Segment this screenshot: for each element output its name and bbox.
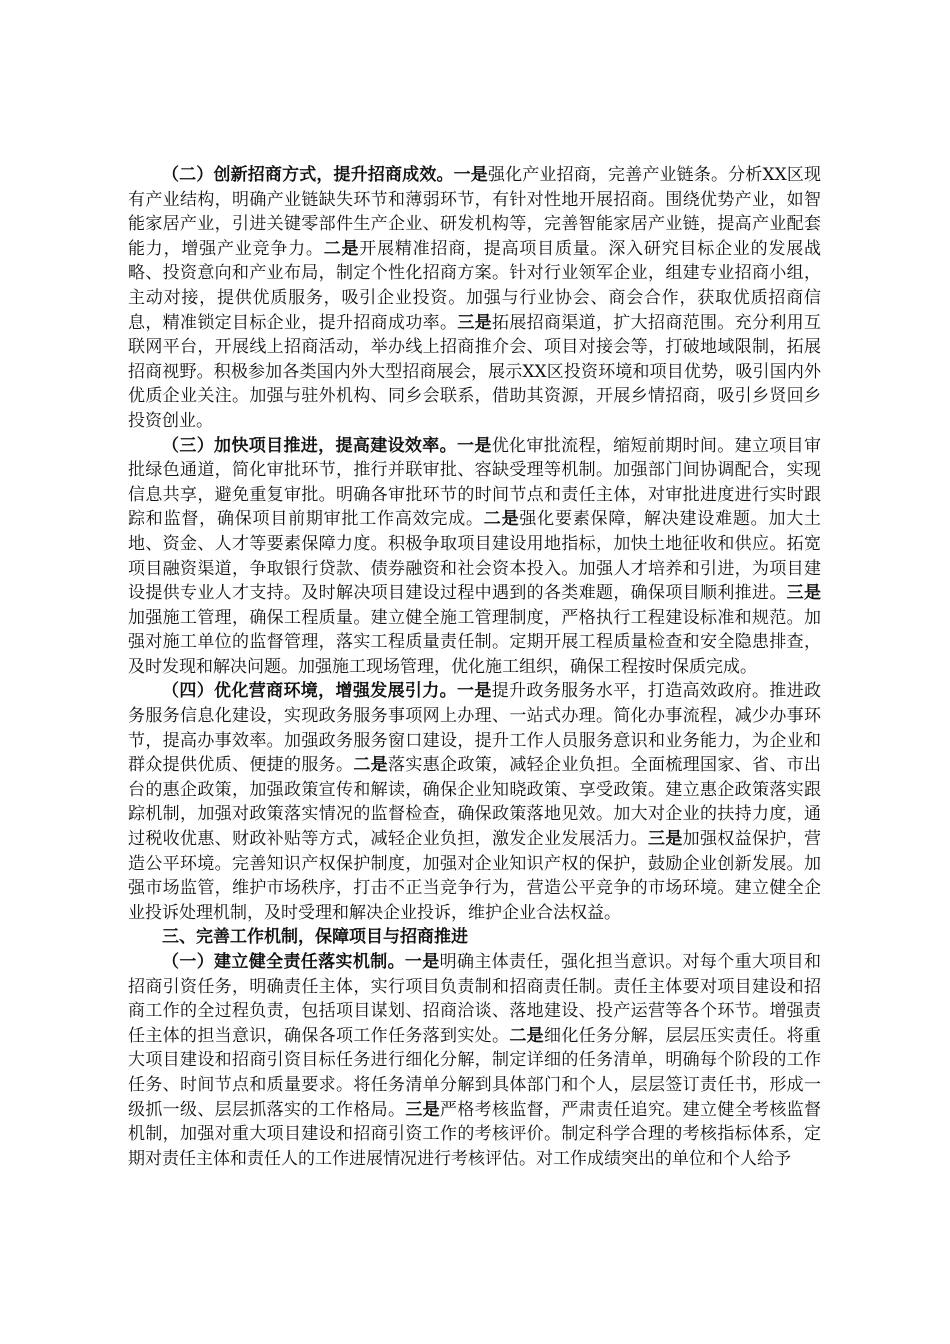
- bold-text-run: 三是: [648, 829, 683, 850]
- bold-text-run: 一是: [404, 952, 440, 972]
- text-run: 加强权益保护，营造公平环境。完善知识产权保护制度，加强对企业知识产权的保护，鼓励企业创新发展。加强市场监管，维护市场秩序，打击不正当竞争行为，营造公平竞争的市场环境。建立健全企业投诉处理机制，及时受理和解决企业投诉，维护企业合法权益。: [128, 829, 822, 923]
- bold-text-run: （二）创新招商方式，提升招商成效。: [162, 165, 454, 185]
- body-paragraph: [128, 163, 821, 434]
- text-run: 细化任务分解，层层压实责任。将重大项目建设和招商引资目标任务进行细化分解，制定详细的任务清单，明确每个阶段的工作任务、时间节点和质量要求。将任务清单分解到具体部门和个人，层层签订责任书，形成一级抓一级、层层抓落实的工作格局。: [128, 1025, 822, 1120]
- body-paragraph: [128, 950, 821, 1171]
- bold-text-run: （三）加快项目推进，提高建设效率。: [162, 435, 457, 456]
- text-run: 开展精准招商，提高项目质量。深入研究目标企业的发展战略、投资意向和产业布局，制定个性化招商方案。针对行业领军企业，组建专业招商小组，主动对接，提供优质服务，吸引企业投资。加强与行业协会、商会合作，获取优质招商信息，精准锁定目标企业，提升招商成功率。: [128, 238, 822, 333]
- bold-text-run: 二是: [323, 238, 360, 259]
- text-run: 明确主体责任，强化担当意识。对每个重大项目和招商引资任务，明确责任主体，实行项目负责制和招商责任制。责任主体要对项目建设和招商工作的全过程负责，包括项目谋划、招商洽谈、落地建设、投产运营等各个环节。增强责任主体的担当意识，确保各项工作任务落到实处。: [128, 952, 822, 1046]
- section-heading: [128, 925, 821, 950]
- bold-text-run: 二是: [509, 1025, 545, 1046]
- bold-text-run: （一）建立健全责任落实机制。: [162, 952, 405, 972]
- bold-text-run: 三是: [405, 1099, 441, 1120]
- bold-text-run: 一是: [456, 435, 492, 456]
- text-run: 落实惠企政策，减轻企业负担。全面梳理国家、省、市出台的惠企政策，加强政策宣传和解读，确保企业知晓政策、享受政策。建立惠企政策落实跟踪机制，加强对政策落实情况的监督检查，确保政策落地见效。加大对企业的扶持力度，通过税收优惠、财政补贴等方式，减轻企业负担，激发企业发展活力。: [128, 755, 822, 850]
- bold-text-run: 三是: [457, 312, 493, 333]
- bold-text-run: 二是: [483, 509, 520, 530]
- text-run: 强化产业招商，完善产业链条。分析XX区现有产业结构，明确产业链缺失环节和薄弱环节，有针对性地开展招商。围绕优势产业，如智能家居产业，引进关键零部件生产企业、研发机构等，完善智能家居产业链，提高产业配套能力，增强产业竞争力。: [128, 165, 821, 259]
- text-run: 强化要素保障，解决建设难题。加大土地、资金、人才等要素保障力度。积极争取项目建设用地指标，加快土地征收和供应。拓宽项目融资渠道，争取银行贷款、债券融资和社会资本投入。加强人才培养和引进，为项目建设提供专业人才支持。及时解决项目建设过程中遇到的各类难题，确保项目顺利推进。: [128, 509, 822, 604]
- bold-text-run: 二是: [353, 755, 389, 776]
- text-run: 加强施工管理，确保工程质量。建立健全施工管理制度，严格执行工程建设标准和规范。加强对施工单位的监督管理，落实工程质量责任制。定期开展工程质量检查和安全隐患排查，及时发现和解决问题。加强施工现场管理，优化施工组织，确保工程按时保质完成。: [128, 607, 821, 677]
- bold-text-run: （四）优化营商环境，增强发展引力。: [162, 681, 457, 702]
- text-run: 拓展招商渠道，扩大招商范围。充分利用互联网平台，开展线上招商活动，举办线上招商推介会、项目对接会等，打破地域限制，拓展招商视野。积极参加各类国内外大型招商展会，展示XX区投资环境和项目优势，吸引国内外优质企业关注。加强与驻外机构、同乡会联系，借助其资源，开展乡情招商，吸引乡贤回乡投资创业。: [128, 312, 822, 431]
- document-body: [128, 163, 821, 1171]
- bold-text-run: 三、完善工作机制，保障项目与招商推进: [162, 927, 468, 948]
- bold-text-run: 三是: [786, 583, 822, 604]
- text-run: 严格考核监督，严肃责任追究。建立健全考核监督机制，加强对重大项目建设和招商引资工作的考核评价。制定科学合理的考核指标体系，定期对责任主体和责任人的工作进展情况进行考核评估。对工作成绩突出的单位和个人给予: [128, 1099, 822, 1169]
- text-run: 优化审批流程，缩短前期时间。建立项目审批绿色通道，简化审批环节，推行并联审批、容缺受理等机制。加强部门间协调配合，实现信息共享，避免重复审批。明确各审批环节的时间节点和责任主体，对审批进度进行实时跟踪和监督，确保项目前期审批工作高效完成。: [128, 435, 822, 530]
- text-run: 提升政务服务水平，打造高效政府。推进政务服务信息化建设，实现政务服务事项网上办理、一站式办理。简化办事流程，减少办事环节，提高办事效率。加强政务服务窗口建设，提升工作人员服务意识和业务能力，为企业和群众提供优质、便捷的服务。: [128, 681, 822, 776]
- body-paragraph: [128, 434, 821, 680]
- body-paragraph: [128, 679, 821, 925]
- bold-text-run: 一是: [456, 681, 492, 702]
- bold-text-run: 一是: [453, 165, 488, 185]
